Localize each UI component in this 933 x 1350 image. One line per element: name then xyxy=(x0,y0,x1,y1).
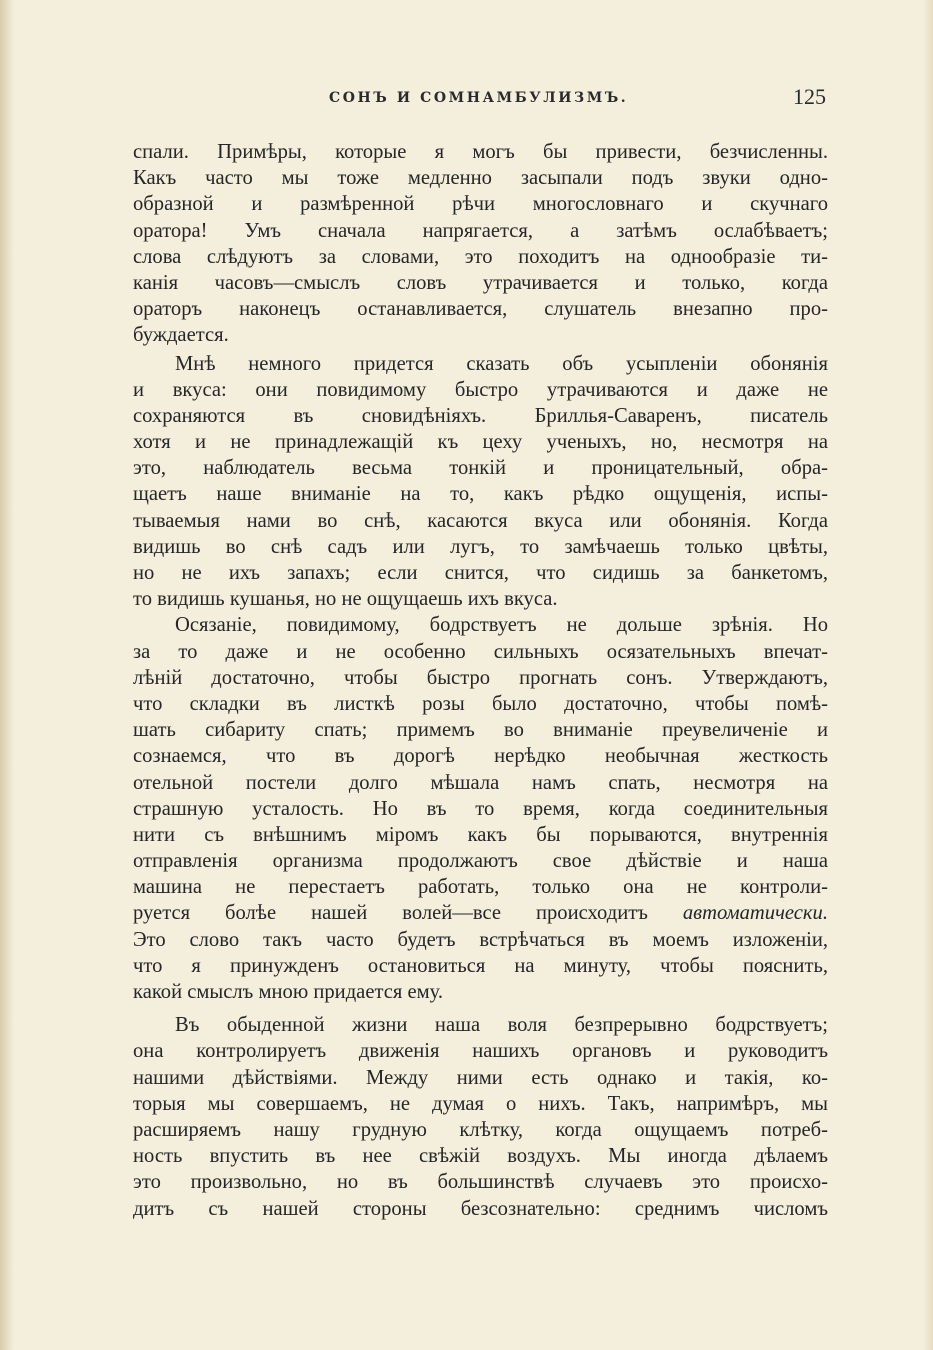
text-line: это произвольно, но въ большинствѣ случаевъ это происхо- xyxy=(133,1171,828,1194)
text-line: что я принужденъ остановиться на минуту, чтобы пояснить, xyxy=(133,954,828,977)
text-line: и вкуса: они повидимому быстро утрачиваются и даже не xyxy=(133,378,828,401)
text-line: расширяемъ нашу грудную клѣтку, когда ощущаемъ потреб- xyxy=(133,1118,828,1141)
text-line: отельной постели долго мѣшала намъ спать, несмотря на xyxy=(133,771,828,794)
body-text xyxy=(133,139,828,1222)
text-line: шать сибариту спать; примемъ во вниманіе преувеличеніе и xyxy=(133,719,828,742)
text-line: машина не перестаетъ работать, только она не контроли- xyxy=(133,876,828,899)
text-line: то видишь кушанья, но не ощущаешь ихъ вкуса. xyxy=(133,588,558,611)
text-line: она контролируетъ движенія нашихъ органовъ и руководитъ xyxy=(133,1040,828,1063)
text-line: буждается. xyxy=(133,324,229,347)
text-line: спали. Примѣры, которые я могъ бы привести, безчисленны. xyxy=(133,141,828,163)
text-line: это, наблюдатель весьма тонкій и проницательный, обра- xyxy=(133,457,828,480)
text-line: Это слово такъ часто будетъ встрѣчаться въ моемъ изложеніи, xyxy=(133,928,828,951)
text-line: сохраняются въ сновидѣніяхъ. Бриллья-Саваренъ, писатель xyxy=(133,404,828,427)
text-line: торыя мы совершаемъ, не думая о нихъ. Такъ, напримѣръ, мы xyxy=(133,1092,828,1115)
text-line: но не ихъ запахъ; если снится, что сидишь за банкетомъ, xyxy=(133,562,828,584)
paragraph-first-line: Осязаніе, повидимому, бодрствуетъ не дольше зрѣнія. Но xyxy=(175,614,828,637)
text-line: ораторъ наконецъ останавливается, слушатель внезапно про- xyxy=(133,298,828,321)
paragraph-first-line: Мнѣ немного придется сказать объ усыпленіи обонянія xyxy=(175,352,828,375)
text-line: какой смыслъ мною придается ему. xyxy=(133,981,444,1003)
text-line: образной и размѣренной рѣчи многословнаго и скучнаго xyxy=(133,193,828,216)
running-title: СОНЪ И СОМНАМБУЛИЗМЪ. xyxy=(329,90,629,106)
text-line: дитъ съ нашей стороны безсознательно: среднимъ числомъ xyxy=(133,1197,828,1220)
italic-emphasis: автоматически. xyxy=(682,902,828,925)
text-line: страшную усталость. Но въ то время, когда соединительныя xyxy=(133,797,828,820)
text-line: канія часовъ—смыслъ словъ утрачивается и только, когда xyxy=(133,271,828,294)
paragraph-first-line: Въ обыденной жизни наша воля безпрерывно бодрствуетъ; xyxy=(175,1014,828,1037)
text-line: оратора! Умъ сначала напрягается, а затѣмъ ослабѣваетъ; xyxy=(133,219,828,242)
text-line: сознаемся, что въ дорогѣ нерѣдко необычная жесткость xyxy=(133,745,828,768)
text-line: отправленія организма продолжаютъ свое дѣйствіе и наша xyxy=(133,850,828,873)
page-number: 125 xyxy=(793,84,826,109)
text-line: ность впустить въ нее свѣжій воздухъ. Мы иногда дѣлаемъ xyxy=(133,1145,828,1168)
text-line: щаетъ наше вниманіе на то, какъ рѣдко ощущенія, испы- xyxy=(133,483,828,506)
text-line: лѣній достаточно, чтобы быстро прогнать сонъ. Утверждаютъ, xyxy=(133,666,828,689)
text-line: видишь во снѣ садъ или лугъ, то замѣчаешь только цвѣты, xyxy=(133,535,828,558)
text-line: Какъ часто мы тоже медленно засыпали подъ звуки одно- xyxy=(133,167,828,190)
text-line: хотя и не принадлежащій къ цеху ученыхъ, но, несмотря на xyxy=(133,431,828,454)
text-line-with-emphasis xyxy=(133,900,828,926)
text-line: за то даже и не особенно сильныхъ осязательныхъ впечат- xyxy=(133,640,828,663)
text-segment: руется болѣе нашей волей—все происходитъ xyxy=(133,902,648,925)
text-line: что складки въ листкѣ розы было достаточно, чтобы помѣ- xyxy=(133,692,828,715)
text-line: нашими дѣйствіями. Между ними есть однако и такія, ко- xyxy=(133,1066,828,1089)
page-header xyxy=(133,86,828,116)
text-line: слова слѣдуютъ за словами, это походитъ на однообразіе ти- xyxy=(133,245,828,268)
text-line: тываемыя нами во снѣ, касаются вкуса или обонянія. Когда xyxy=(133,509,828,532)
text-line: нити съ внѣшнимъ міромъ какъ бы порываются, внутреннія xyxy=(133,823,828,846)
